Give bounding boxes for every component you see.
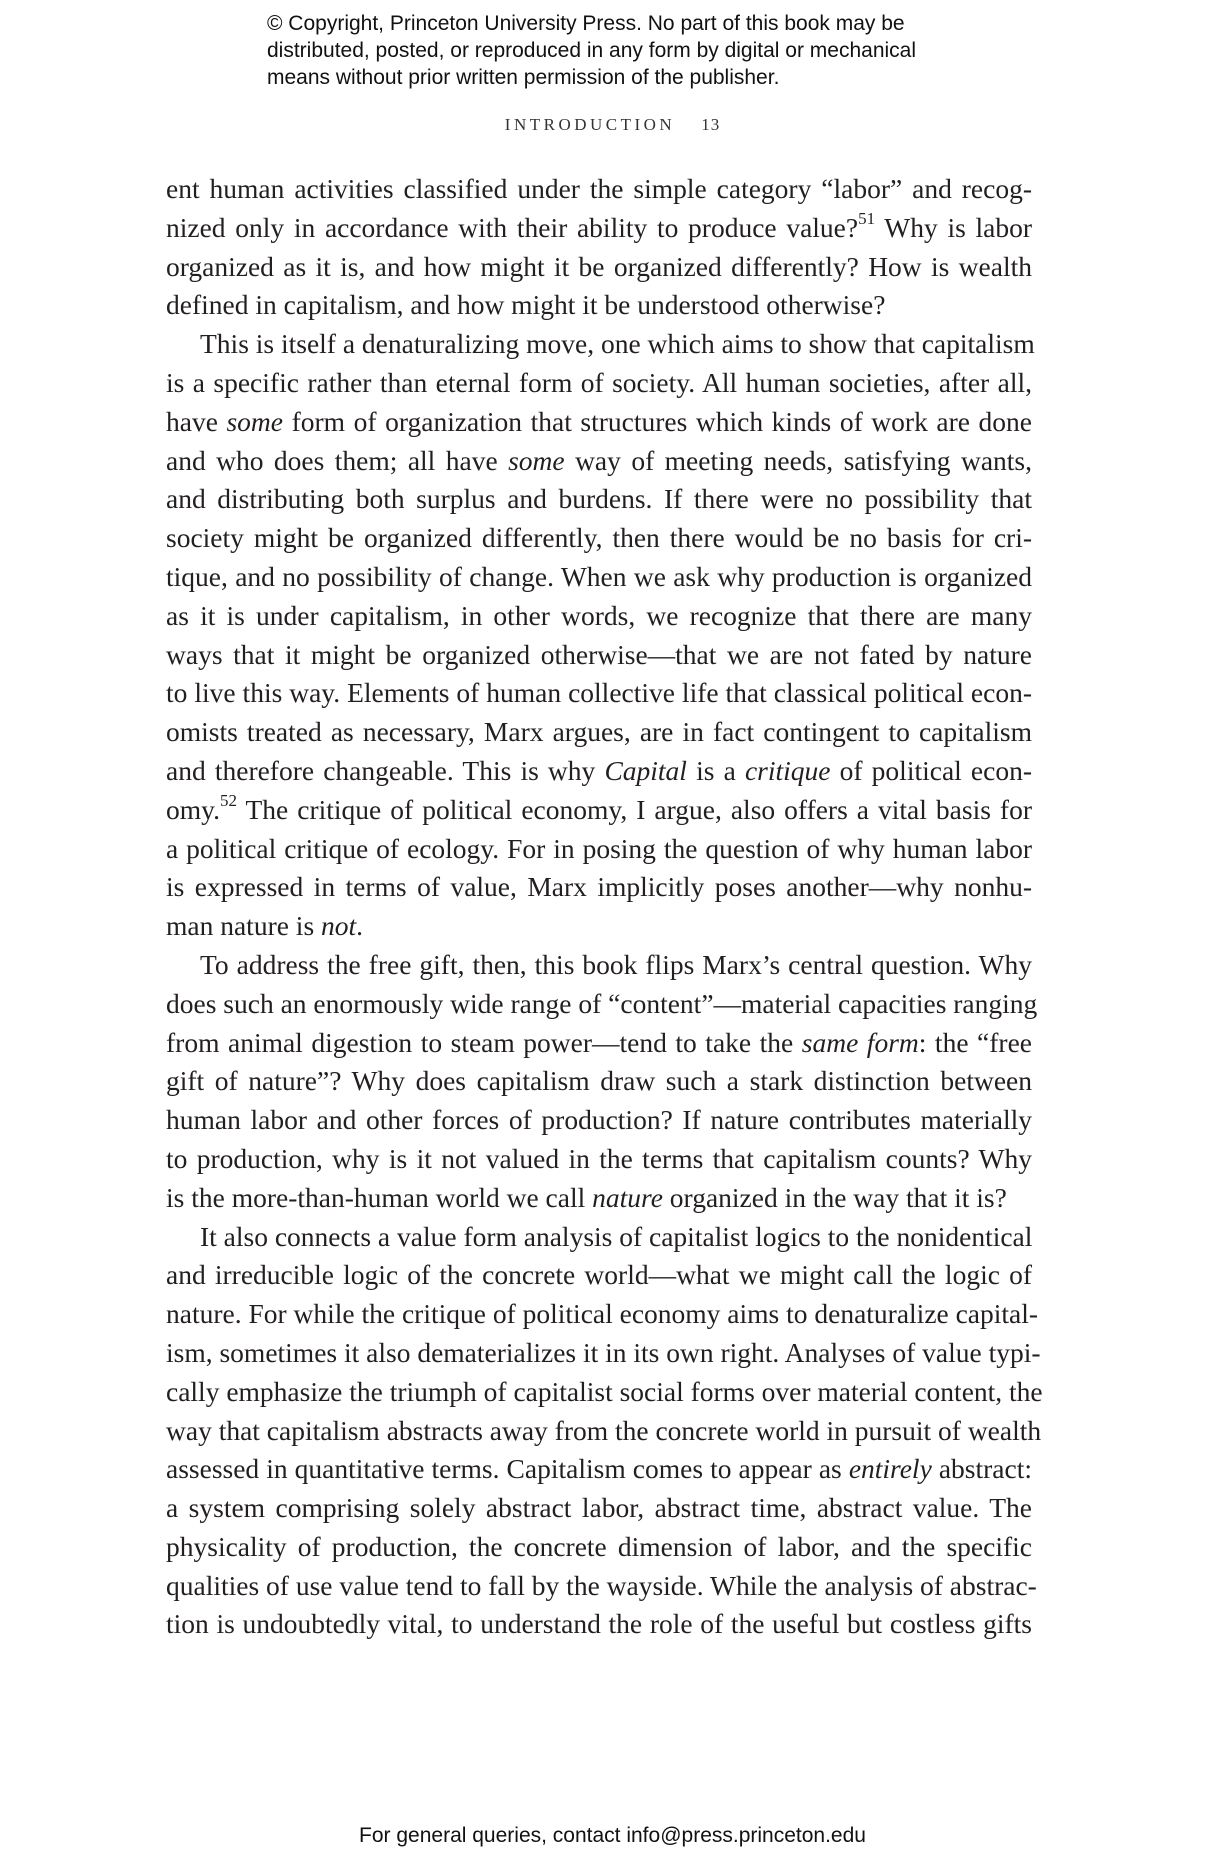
text-segment: abstract: — [931, 1453, 1032, 1485]
text-segment: to production, why is it not valued in the terms that capitalism counts? Why — [166, 1142, 1032, 1174]
text-segment: nized only in accordance with their ability to produce value? — [166, 211, 859, 243]
text-segment: ways that it might be organized otherwise—that we are not fated by nature — [166, 638, 1032, 670]
text-line — [166, 364, 1032, 403]
copyright-line: means without prior written permission of the publisher. — [267, 66, 780, 89]
text-line — [166, 636, 1032, 675]
italic-text: not — [321, 910, 357, 942]
text-line — [166, 1295, 1039, 1334]
text-line — [166, 1256, 1032, 1295]
text-line — [166, 597, 1032, 636]
text-line — [166, 1062, 1032, 1101]
copyright-line: © Copyright, Princeton University Press. No part of this book may be — [267, 12, 905, 35]
text-line — [166, 325, 1035, 364]
text-segment: a system comprising solely abstract labor, abstract time, abstract value. The — [166, 1492, 1032, 1524]
text-segment: Why is labor — [875, 211, 1032, 243]
body-text — [166, 170, 1043, 1644]
text-line — [166, 674, 1032, 713]
text-line — [166, 170, 1032, 209]
text-segment: a political critique of ecology. For in posing the question of why human labor — [166, 832, 1032, 864]
italic-text: entirely — [848, 1453, 932, 1485]
text-segment: qualities of use value tend to fall by the wayside. While the analysis of abstrac- — [166, 1569, 1037, 1601]
text-segment: It also connects a value form analysis of capitalist logics to the nonidentical — [200, 1220, 1033, 1252]
text-line — [166, 1489, 1032, 1528]
text-line — [166, 1373, 1043, 1412]
text-segment: have — [166, 405, 227, 437]
footnote-ref: 52 — [219, 790, 237, 810]
text-segment: way that capitalism abstracts away from the concrete world in pursuit of wealth — [166, 1414, 1042, 1446]
text-line — [166, 907, 1032, 946]
text-line — [166, 713, 1032, 752]
text-segment: does such an enormously wide range of “content”—material capacities ranging — [166, 987, 1038, 1019]
text-segment: ism, sometimes it also dematerializes it in its own right. Analyses of value typi- — [166, 1336, 1041, 1368]
text-segment: omists treated as necessary, Marx argues, are in fact contingent to capitalism — [166, 716, 1032, 748]
italic-text: some — [226, 405, 284, 437]
text-segment: omy. — [166, 793, 220, 825]
italic-text: nature — [592, 1181, 663, 1213]
text-segment: organized in the way that it is? — [662, 1181, 1007, 1213]
text-segment: and who does them; all have — [166, 444, 509, 476]
text-segment: and irreducible logic of the concrete world—what we might call the logic of — [166, 1259, 1032, 1291]
text-segment: way of meeting needs, satisfying wants, — [564, 444, 1033, 476]
text-line — [166, 1450, 1032, 1489]
text-segment: is a — [686, 754, 745, 786]
text-segment: is a specific rather than eternal form of society. All human societies, after all, — [166, 366, 1032, 398]
text-line — [166, 791, 1032, 830]
text-segment: tique, and no possibility of change. When we ask why production is organized — [166, 560, 1032, 592]
text-line — [166, 519, 1032, 558]
text-segment: is the more-than-human world we call — [166, 1181, 593, 1213]
text-line — [166, 1140, 1032, 1179]
copyright-notice — [267, 10, 1027, 91]
text-line — [166, 830, 1032, 869]
text-segment: form of organization that structures which kinds of work are done — [283, 405, 1032, 437]
text-line — [166, 1101, 1032, 1140]
text-segment: gift of nature”? Why does capitalism draw such a stark distinction between — [166, 1065, 1032, 1097]
text-segment: tion is undoubtedly vital, to understand the role of the useful but costless gifts — [166, 1608, 1032, 1640]
text-segment: as it is under capitalism, in other words, we recognize that there are many — [166, 599, 1032, 631]
text-line — [166, 1528, 1032, 1567]
text-segment: ent human activities classified under the simple category “labor” and recog- — [166, 173, 1032, 204]
text-segment: organized as it is, and how might it be organized differently? How is wealth — [166, 250, 1032, 282]
footer-contact: For general queries, contact info@press.princeton.edu — [359, 1824, 866, 1847]
text-segment: of political econ- — [830, 754, 1033, 786]
text-line — [166, 752, 1032, 791]
text-segment: nature. For while the critique of political economy aims to denaturalize capital- — [166, 1298, 1039, 1330]
text-segment: : the “free — [918, 1026, 1032, 1058]
text-line — [166, 209, 1032, 248]
text-segment: from animal digestion to steam power—tend to take the — [166, 1026, 802, 1058]
page-number: 13 — [701, 115, 721, 134]
chapter-title: INTRODUCTION — [504, 115, 676, 134]
italic-text: Capital — [604, 754, 687, 786]
text-line — [166, 985, 1038, 1024]
text-line — [166, 480, 1032, 519]
text-segment: . — [356, 910, 364, 942]
text-segment: human labor and other forces of production? If nature contributes materially — [166, 1104, 1032, 1136]
text-line — [166, 1412, 1042, 1451]
text-segment: To address the free gift, then, this book flips Marx’s central question. Why — [200, 948, 1032, 980]
text-segment: and therefore changeable. This is why — [166, 754, 605, 786]
text-segment: to live this way. Elements of human collective life that classical political econ- — [166, 677, 1032, 709]
text-line — [166, 946, 1032, 985]
italic-text: same form — [801, 1026, 919, 1058]
text-segment: is expressed in terms of value, Marx implicitly poses another—why nonhu- — [166, 871, 1032, 903]
text-line — [166, 403, 1032, 442]
italic-text: critique — [744, 754, 831, 786]
text-line — [166, 286, 1032, 325]
text-line — [166, 558, 1032, 597]
text-segment: man nature is — [166, 910, 322, 942]
text-segment: cally emphasize the triumph of capitalist social forms over material content, the — [166, 1375, 1043, 1407]
running-head — [0, 115, 1225, 135]
text-line — [166, 1218, 1032, 1257]
text-line — [166, 868, 1032, 907]
text-segment: The critique of political economy, I argue, also offers a vital basis for — [236, 793, 1032, 825]
text-segment: physicality of production, the concrete dimension of labor, and the specific — [166, 1530, 1032, 1562]
text-line — [166, 248, 1032, 287]
footnote-ref: 51 — [858, 208, 876, 228]
text-segment: society might be organized differently, then there would be no basis for cri- — [166, 522, 1032, 554]
copyright-line: distributed, posted, or reproduced in any form by digital or mechanical — [267, 39, 917, 62]
text-segment: assessed in quantitative terms. Capitalism comes to appear as — [166, 1453, 849, 1485]
text-segment: and distributing both surplus and burdens. If there were no possibility that — [166, 483, 1032, 515]
text-line — [166, 1334, 1041, 1373]
text-line — [166, 1605, 1032, 1644]
text-line — [166, 1179, 1032, 1218]
text-segment: defined in capitalism, and how might it be understood otherwise? — [166, 289, 886, 321]
text-segment: This is itself a denaturalizing move, one which aims to show that capitalism — [200, 328, 1035, 360]
text-line — [166, 1024, 1032, 1063]
text-line — [166, 442, 1032, 481]
text-line — [166, 1567, 1037, 1606]
italic-text: some — [508, 444, 565, 476]
